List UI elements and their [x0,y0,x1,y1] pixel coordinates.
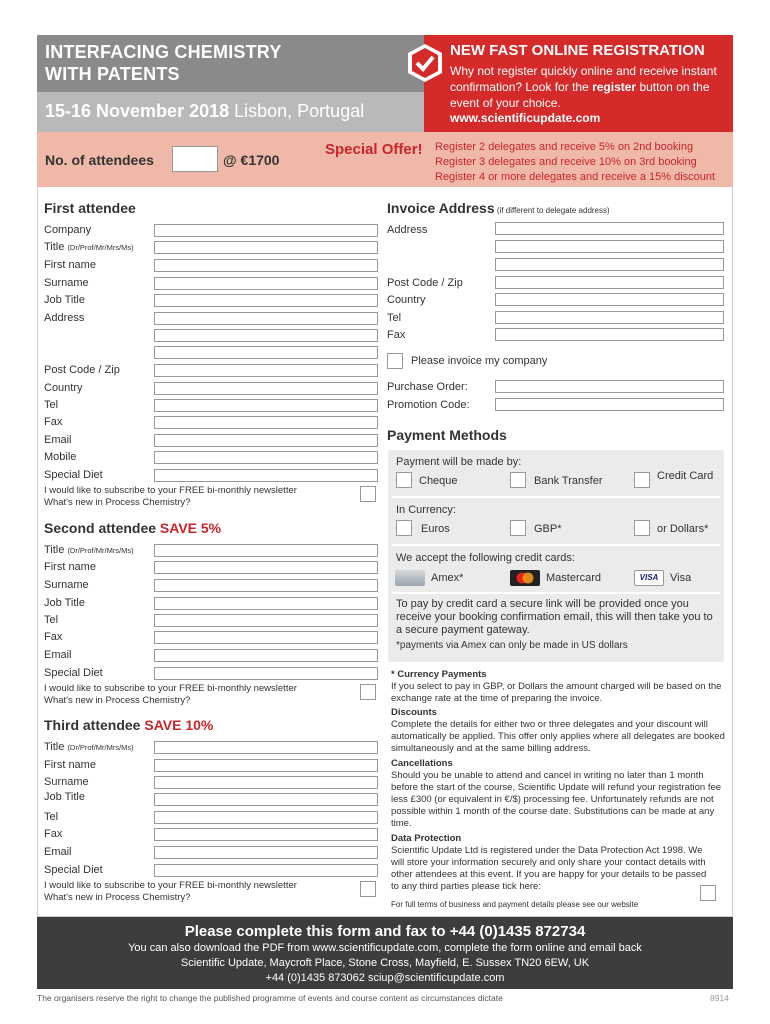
first-name-label: First name [44,759,96,771]
secure-link-note: To pay by credit card a secure link will be provided once you receive your booking confirmation email, this will then take you to a secure payment gateway. [396,598,713,636]
country-label: Country [44,382,83,394]
divider [392,496,720,498]
cancellations-terms: Cancellations Should you be unable to attend and cancel in writing no later than 1 month before the start of the course, Scientific Update will refund your registration fee less £300 (or equivalent in €/$) processing fee. Unfortunately refunds are not possible within 1 month of the course date. Substitutions can be made at any time. [391,758,722,829]
first-name-field[interactable] [154,759,378,772]
event-date: 15-16 November 2018 Lisbon, Portugal [45,101,365,121]
postcode-field[interactable] [154,364,378,377]
title-label: Title (Dr/Prof/Mr/Mrs/Ms) [44,544,134,556]
online-registration-text: Why not register quickly online and receive instant confirmation? Look for the register button on the event of your choice. [450,64,717,110]
third-attendee-heading: Third attendee SAVE 10% [44,717,214,733]
title-field[interactable] [154,241,378,254]
event-title: INTERFACING CHEMISTRY WITH PATENTS [45,42,282,84]
divider [392,544,720,546]
first-name-label: First name [44,259,96,271]
amex-label: Amex* [431,572,464,584]
invoice-tel-field[interactable] [495,311,724,324]
special-diet-field[interactable] [154,864,378,877]
invoice-address-field-1[interactable] [495,222,724,235]
tel-field[interactable] [154,614,378,627]
full-terms-note: For full terms of business and payment details please see our website [391,900,639,909]
credit-card-checkbox[interactable] [634,472,650,488]
tel-field[interactable] [154,811,378,824]
company-label: Company [44,224,92,236]
tel-label: Tel [44,614,59,626]
newsletter-checkbox[interactable] [360,684,376,700]
newsletter-checkbox[interactable] [360,881,376,897]
tel-field[interactable] [154,399,378,412]
first-attendee-heading: First attendee [44,200,136,216]
checkmark-logo-icon [405,43,445,83]
surname-label: Surname [44,277,89,289]
address-field-2[interactable] [154,329,378,342]
email-label: Email [44,434,72,446]
credit-card-label: Credit Card [657,470,714,482]
invoice-address-field-2[interactable] [495,240,724,253]
address-field-3[interactable] [154,346,378,359]
gbp-checkbox[interactable] [510,520,526,536]
email-label: Email [44,649,72,661]
divider [392,592,720,594]
tel-label: Tel [44,811,59,823]
amex-card-icon [395,570,425,586]
fax-heading: Please complete this form and fax to +44 (0)1435 872734 [184,923,586,940]
title-field[interactable] [154,741,378,754]
invoice-address-heading: Invoice Address (if different to delegate address) [387,200,610,216]
online-registration-panel [424,35,733,132]
payment-panel [388,450,724,662]
data-protection-terms: Data Protection Scientific Update Ltd is registered under the Data Protection Act 1998. We will store your information securely and only share your contact details with other attendees at this event. If you are happy for your details to be passed to any third parties please tick here: [391,833,707,892]
invoice-address-field-3[interactable] [495,258,724,271]
disclaimer: The organisers reserve the right to change the published programme of events and course content as circumstances dictate [37,993,503,1003]
job-title-label: Job Title [44,294,85,306]
address-label: Address [44,312,85,324]
amex-note: *payments via Amex can only be made in US dollars [396,640,628,651]
fax-label: Fax [44,828,63,840]
special-diet-field[interactable] [154,469,378,482]
surname-field[interactable] [154,277,378,290]
job-title-field[interactable] [154,597,378,610]
attendees-label: No. of attendees [45,152,154,168]
email-field[interactable] [154,434,378,447]
title-label: Title (Dr/Prof/Mr/Mrs/Ms) [44,741,134,753]
fax-footer [37,917,733,989]
special-offer-bar [37,132,733,187]
payment-methods-heading: Payment Methods [387,427,507,443]
invoice-fax-field[interactable] [495,328,724,341]
email-label: Email [44,846,72,858]
dollars-label: or Dollars* [657,523,709,535]
promotion-code-label: Promotion Code: [387,399,470,411]
special-diet-field[interactable] [154,667,378,680]
fax-label: Fax [44,416,63,428]
mastercard-icon [510,570,540,586]
cheque-label: Cheque [419,475,458,487]
surname-field[interactable] [154,579,378,592]
invoice-company-label: Please invoice my company [411,355,548,367]
footer-line-1: You can also download the PDF from www.scientificupdate.com, complete the form online and email back [128,942,642,954]
title-label: Title (Dr/Prof/Mr/Mrs/Ms) [44,241,134,253]
job-title-label: Job Title [44,791,85,803]
visa-label: Visa [670,572,692,584]
fax-field[interactable] [154,828,378,841]
first-name-label: First name [44,561,96,573]
cheque-checkbox[interactable] [396,472,412,488]
form-code: 8914 [710,993,729,1003]
special-diet-label: Special Diet [44,469,103,481]
special-diet-label: Special Diet [44,667,103,679]
website-link[interactable]: www.scientificupdate.com [450,111,601,125]
online-registration-heading: NEW FAST ONLINE REGISTRATION [450,42,705,59]
job-title-field[interactable] [154,793,378,806]
invoice-address-label: Address [387,224,428,236]
promotion-code-field[interactable] [495,398,724,411]
invoice-country-field[interactable] [495,293,724,306]
dollars-checkbox[interactable] [634,520,650,536]
surname-label: Surname [44,776,89,788]
invoice-tel-label: Tel [387,312,402,324]
job-title-label: Job Title [44,597,85,609]
company-field[interactable] [154,224,378,237]
accepted-cards-label: We accept the following credit cards: [396,552,575,564]
payment-made-by-label: Payment will be made by: [396,456,522,468]
purchase-order-field[interactable] [495,380,724,393]
bank-transfer-checkbox[interactable] [510,472,526,488]
fax-field[interactable] [154,416,378,429]
fax-label: Fax [44,631,63,643]
job-title-field[interactable] [154,294,378,307]
footer-line-2: Scientific Update, Maycroft Place, Stone Cross, Mayfield, E. Sussex TN20 6EW, UK [180,957,590,969]
email-field[interactable] [154,846,378,859]
title-field[interactable] [154,544,378,557]
mobile-field[interactable] [154,451,378,464]
newsletter-text: I would like to subscribe to your FREE bi-monthly newsletter What's new in Process Chemistry? [44,880,297,903]
invoice-postcode-label: Post Code / Zip [387,277,463,289]
surname-label: Surname [44,579,89,591]
fax-field[interactable] [154,631,378,644]
invoice-fax-label: Fax [387,329,406,341]
invoice-postcode-field[interactable] [495,276,724,289]
discounts-terms: Discounts Complete the details for either two or three delegates and your discount will automatically be applied. This offer only applies where all delegates are booked simultaneously and at the same billing address. [391,707,725,754]
address-field-1[interactable] [154,312,378,325]
newsletter-text: I would like to subscribe to your FREE bi-monthly newsletter What's new in Process Chemistry? [44,485,297,508]
attendees-count-input[interactable] [172,146,218,172]
price-label: @ €1700 [223,152,280,168]
currency-label: In Currency: [396,504,456,516]
postcode-label: Post Code / Zip [44,364,120,376]
footer-line-3: +44 (0)1435 873062 sciup@scientificupdate.com [265,972,505,984]
invoice-country-label: Country [387,294,426,306]
second-attendee-heading: Second attendee SAVE 5% [44,520,222,536]
invoice-company-checkbox[interactable] [387,353,403,369]
tel-label: Tel [44,399,59,411]
newsletter-checkbox[interactable] [360,486,376,502]
mastercard-label: Mastercard [546,572,602,584]
mobile-label: Mobile [44,451,77,463]
newsletter-text: I would like to subscribe to your FREE bi-monthly newsletter What's new in Process Chemistry? [44,683,297,706]
gbp-label: GBP* [534,523,562,535]
special-offer-lines: Register 2 delegates and receive 5% on 2nd booking Register 3 delegates and receive 10% on 3rd booking Register 4 or more delegates and receive a 15% discount [435,141,716,183]
special-offer-label: Special Offer! [325,141,423,158]
euros-label: Euros [421,523,450,535]
first-name-field[interactable] [154,561,378,574]
special-diet-label: Special Diet [44,864,103,876]
country-field[interactable] [154,382,378,395]
purchase-order-label: Purchase Order: [387,381,468,393]
euros-checkbox[interactable] [396,520,412,536]
email-field[interactable] [154,649,378,662]
bank-transfer-label: Bank Transfer [534,475,603,487]
visa-card-icon: VISA [634,570,664,586]
currency-payments-terms: * Currency Payments If you select to pay in GBP, or Dollars the amount charged will be based on the exchange rate at the time of preparing the invoice. [391,669,722,704]
event-title-panel [37,35,424,92]
first-name-field[interactable] [154,259,378,272]
surname-field[interactable] [154,776,378,789]
event-date-panel [37,92,424,132]
